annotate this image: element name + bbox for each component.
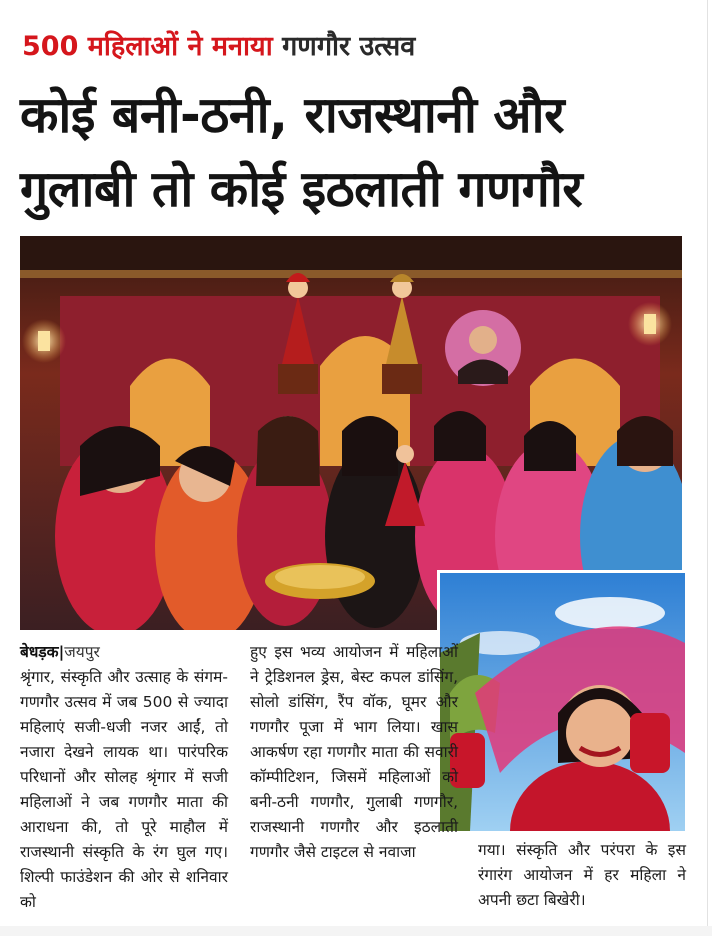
headline-line-2: गुलाबी तो कोई इठलाती गणगौर — [20, 160, 583, 218]
article-column-2 — [250, 640, 458, 865]
dateline-separator: | — [58, 643, 65, 661]
article-column-3 — [478, 838, 686, 913]
article-body-col1: श्रृंगार, संस्कृति और उत्साह के संगम-गणगौर उत्सव में जब 500 से ज्यादा महिलाएं सजी-धजी नजर आईं, तो नजारा देखने लायक था। पारंपरिक परिधानों और सोलह श्रृंगार में सजी महिलाओं ने जब गणगौर माता की आराधना की, तो पूरे माहौल में राजस्थानी संस्कृति के रंग घुल गए। शिल्पी फाउंडेशन की ओर से शनिवार को — [20, 668, 228, 911]
dateline-source: बेधड़क — [20, 643, 59, 661]
kicker-black: गणगौर उत्सव — [282, 31, 416, 62]
article-column-1 — [20, 640, 228, 915]
kicker — [22, 26, 415, 63]
article-body-col3: गया। संस्कृति और परंपरा के इस रंगारंग आयोजन में हर महिला ने अपनी छटा बिखेरी। — [478, 841, 686, 909]
article-body-col2: हुए इस भव्य आयोजन में महिलाओं ने ट्रेडिशनल ड्रेस, बेस्ट कपल डांसिंग, सोलो डांसिंग, रैंप वॉक, घूमर और गणगौर पूजा में भाग लिया। खास आकर्षण रहा गणगौर माता की सवारी कॉम्पीटिशन, जिसमें महिलाओं को बनी-ठनी गणगौर, गुलाबी गणगौर, राजस्थानी गणगौर और इठलाती गणगौर जैसे टाइटल से नवाजा — [250, 643, 458, 861]
dateline-city: जयपुर — [64, 643, 100, 661]
kicker-red: 500 महिलाओं ने मनाया — [22, 31, 273, 62]
inset-photo — [437, 570, 685, 831]
page-edge-line — [707, 0, 708, 936]
page-bottom-strip — [0, 926, 712, 936]
headline — [20, 78, 700, 226]
headline-line-1: कोई बनी-ठनी, राजस्थानी और — [20, 86, 565, 144]
